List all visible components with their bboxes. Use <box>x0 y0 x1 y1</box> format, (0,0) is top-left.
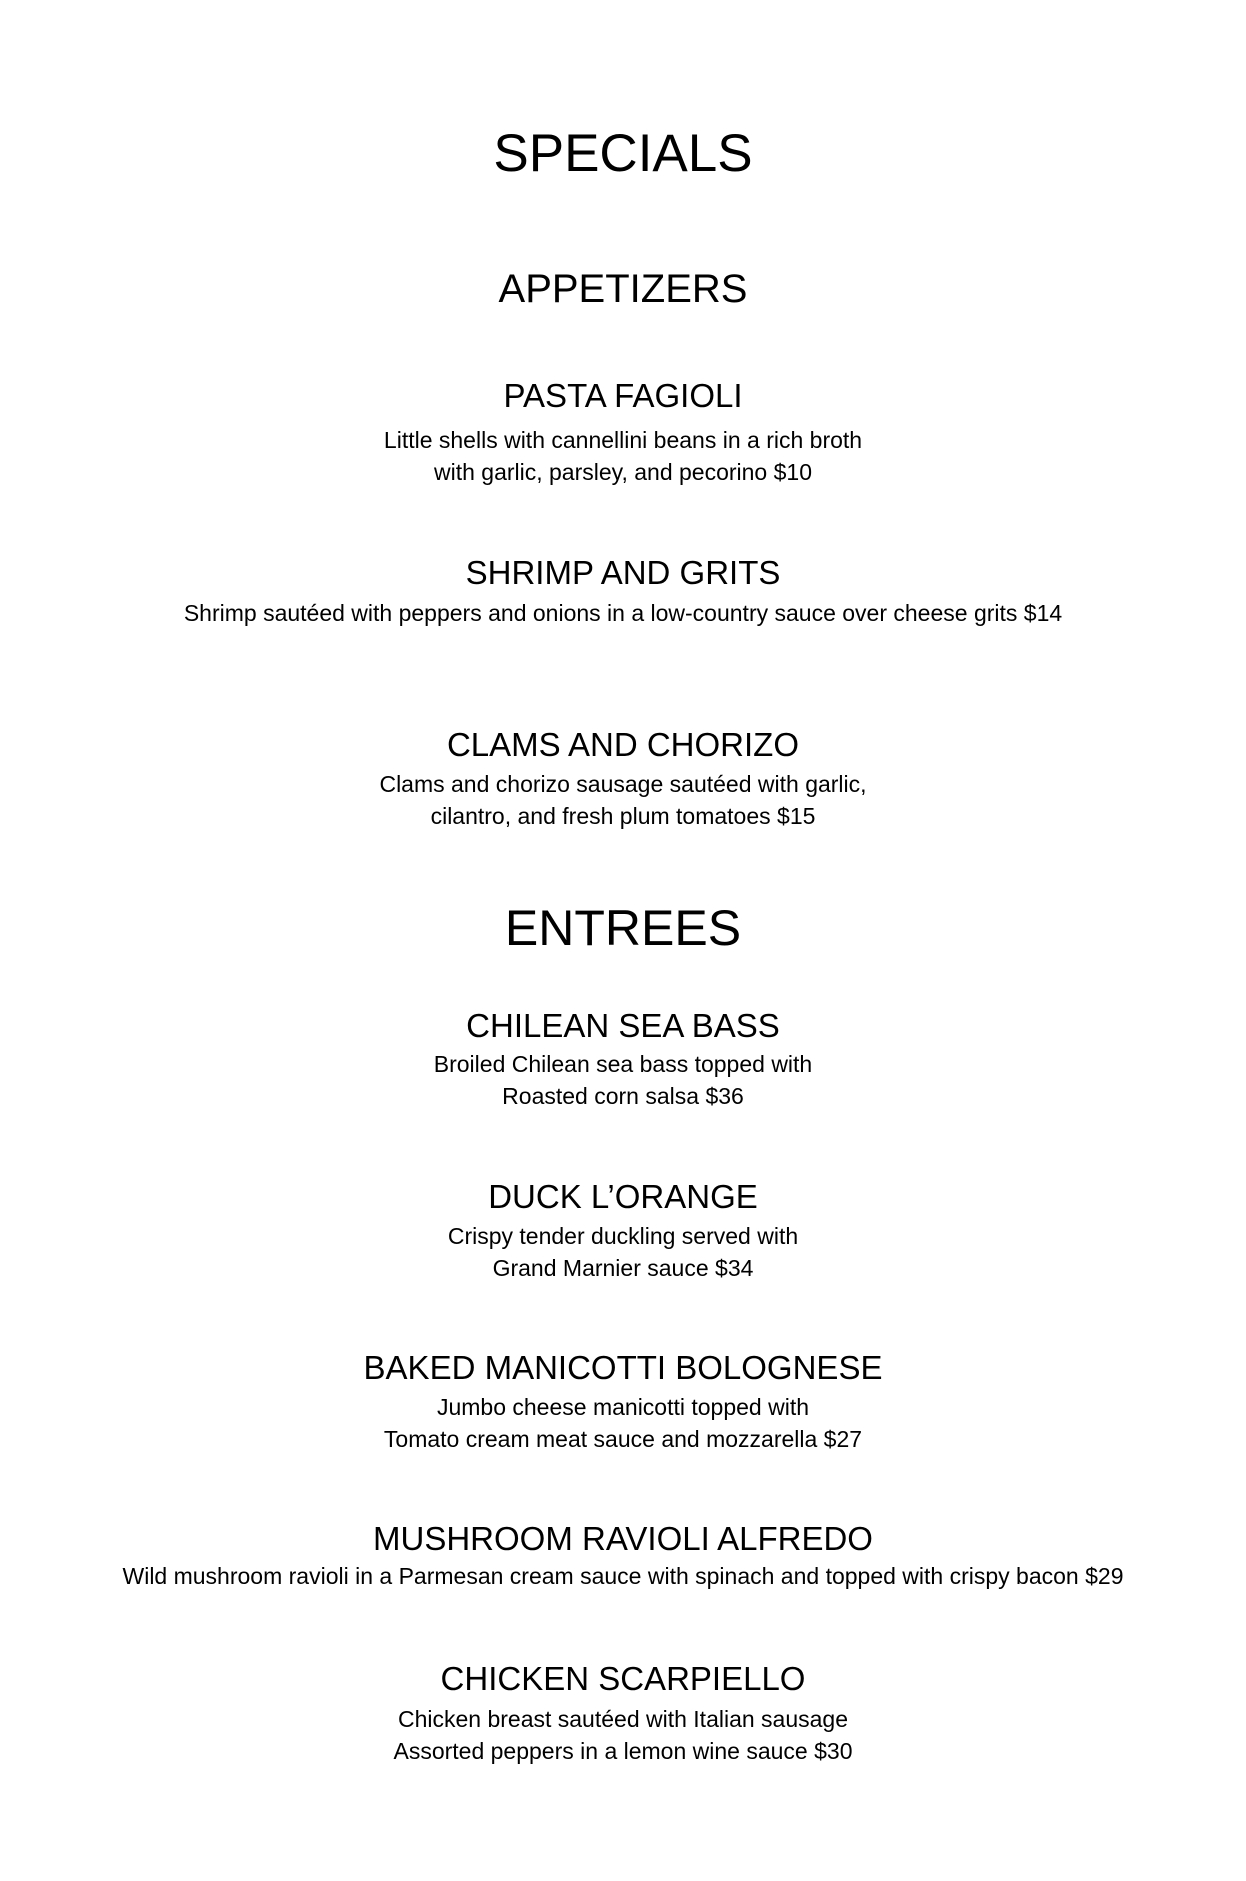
section-heading-entrees: ENTREES <box>504 900 742 956</box>
item-description: Shrimp sautéed with peppers and onions in a low-country sauce over cheese grits $14 <box>183 600 1063 626</box>
item-name: DUCK L’ORANGE <box>488 1178 758 1215</box>
item-name: CLAMS AND CHORIZO <box>446 726 800 763</box>
item-description: Clams and chorizo sausage sautéed with garlic, cilantro, and fresh plum tomatoes $15 <box>379 771 867 829</box>
item-description: Chicken breast sautéed with Italian sausage Assorted peppers in a lemon wine sauce $30 <box>393 1706 853 1764</box>
item-name: PASTA FAGIOLI <box>503 377 743 414</box>
item-description: Jumbo cheese manicotti topped with Tomato cream meat sauce and mozzarella $27 <box>383 1394 863 1452</box>
item-description: Little shells with cannellini beans in a rich broth with garlic, parsley, and pecorino $10 <box>383 427 863 485</box>
item-description: Crispy tender duckling served with Grand Marnier sauce $34 <box>447 1223 799 1281</box>
item-name: CHICKEN SCARPIELLO <box>440 1660 806 1697</box>
item-description: Wild mushroom ravioli in a Parmesan cream sauce with spinach and topped with crispy bacon $29 <box>122 1563 1124 1589</box>
section-heading-appetizers: APPETIZERS <box>498 267 748 311</box>
item-name: BAKED MANICOTTI BOLOGNESE <box>363 1349 883 1386</box>
item-description: Broiled Chilean sea bass topped with Roasted corn salsa $36 <box>433 1051 813 1109</box>
item-name: MUSHROOM RAVIOLI ALFREDO <box>373 1520 873 1557</box>
item-name: CHILEAN SEA BASS <box>466 1007 780 1044</box>
item-name: SHRIMP AND GRITS <box>465 554 781 591</box>
menu-title: SPECIALS <box>493 124 753 183</box>
